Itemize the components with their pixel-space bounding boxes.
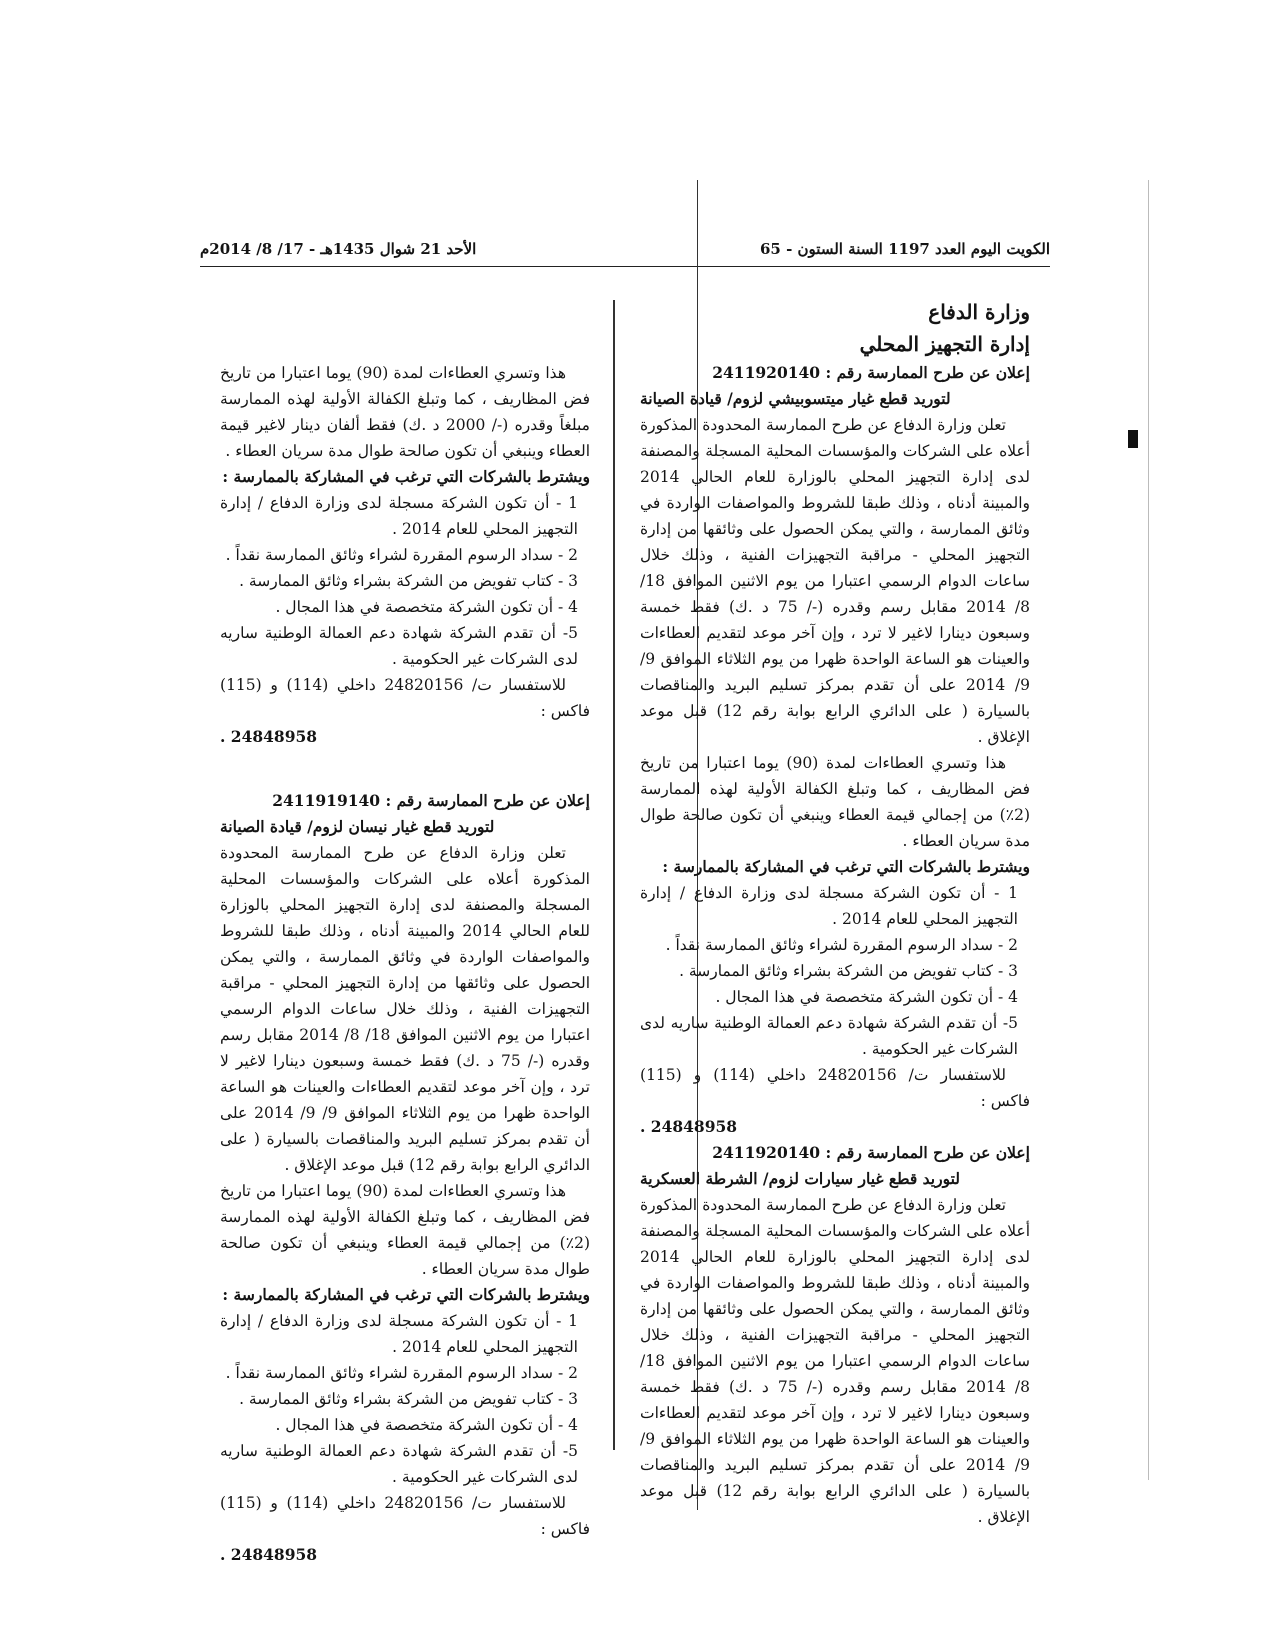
header-rule [200,266,1050,267]
adv3-condition: 5- أن تقدم الشركة شهادة دعم العمالة الوطنية ساريه لدى الشركات غير الحكومية . [220,1442,578,1486]
ministry-name: وزارة الدفاع [928,300,1030,324]
adv1-condition: 3 - كتاب تفويض من الشركة بشراء وثائق الممارسة . [679,962,1018,980]
page-edge-line [1148,180,1149,1480]
adv1-condition: 4 - أن تكون الشركة متخصصة في هذا المجال . [715,988,1018,1006]
adv3-condition: 1 - أن تكون الشركة مسجلة لدى وزارة الدفاع / إدارة التجهيز المحلي للعام 2014 . [220,1312,578,1356]
cont-fax: 24848958 . [220,727,318,746]
adv1-body: تعلن وزارة الدفاع عن طرح الممارسة المحدودة المذكورة أعلاه على الشركات والمؤسسات المحلية المسجلة والمصنفة لدى إدارة التجهيز المحلي بالوزارة للعام الحالي 2014 والمبينة أدناه ، وذلك طبقا للشروط والمواصفات الواردة في وثائق الممارسة ، والتي يمكن الحصول على وثائقها من إدارة التجهيز المحلي - مراقبة التجهيزات الفنية ، وذلك خلال ساعات الدوام الرسمي اعتبارا من يوم الاثنين الموافق 18/ 8/ 2014 مقابل رسم وقدره (-/ 75 د .ك) فقط خمسة وسبعون دينارا لاغير لا ترد ، وإن آخر موعد لتقديم العطاءات والعينات هو الساعة الواحدة ظهرا من يوم الثلاثاء الموافق 9/ 9/ 2014 على أن تقدم بمركز تسليم البريد والمناقصات بالسيارة ( على الدائري الرابع بوابة رقم 12) قبل موعد الإغلاق . [640,416,1031,746]
cont-condition: 3 - كتاب تفويض من الشركة بشراء وثائق الممارسة . [239,572,578,590]
spacer [220,750,590,788]
adv1-conditions-title: ويشترط بالشركات التي ترغب في المشاركة بالممارسة : [662,857,1030,876]
cont-contact: للاستفسار ت/ 24820156 داخلي (114) و (115) فاكس : [220,676,590,720]
adv1-validity: هذا وتسري العطاءات لمدة (90) يوما اعتبارا من تاريخ فض المظاريف ، كما وتبلغ الكفالة الأولية لهذه الممارسة (2٪) من إجمالي قيمة العطاء وينبغي أن تكون صالحة طوال مدة سريان العطاء . [640,754,1030,850]
cont-condition: 4 - أن تكون الشركة متخصصة في هذا المجال . [275,598,578,616]
adv2-title: إعلان عن طرح الممارسة رقم : 2411920140 [712,1143,1030,1162]
adv3-conditions-title: ويشترط بالشركات التي ترغب في المشاركة بالممارسة : [222,1285,590,1304]
adv3-fax: 24848958 . [220,1545,318,1564]
cont-condition: 5- أن تقدم الشركة شهادة دعم العمالة الوطنية ساريه لدى الشركات غير الحكومية . [220,624,578,668]
page-header [200,240,1050,264]
adv3-contact: للاستفسار ت/ 24820156 داخلي (114) و (115) فاكس : [220,1494,590,1538]
margin-mark [1128,430,1138,448]
adv3-subtitle: لتوريد قطع غيار نيسان لزوم/ قيادة الصيانة [220,817,495,836]
adv1-subtitle: لتوريد قطع غيار ميتسوبيشي لزوم/ قيادة الصيانة [640,389,951,408]
header-date: الأحد 21 شوال 1435هـ - 17/ 8/ 2014م [200,240,477,258]
right-column [640,296,1030,1530]
adv1-contact: للاستفسار ت/ 24820156 داخلي (114) و (115) فاكس : [640,1066,1030,1110]
cont-condition: 2 - سداد الرسوم المقررة لشراء وثائق الممارسة نقداً . [225,546,578,564]
column-divider [613,300,615,1450]
header-issue-info: الكويت اليوم العدد 1197 السنة الستون - 65 [759,240,1050,258]
cont-validity: هذا وتسري العطاءات لمدة (90) يوما اعتبارا من تاريخ فض المظاريف ، كما وتبلغ الكفالة الأولية لهذه الممارسة مبلغاً وقدره (-/ 2000 د .ك) فقط ألفان دينار لاغير قيمة العطاء وينبغي أن تكون صالحة طوال مدة سريان العطاء . [220,364,590,460]
adv1-title: إعلان عن طرح الممارسة رقم : 2411920140 [712,363,1030,382]
left-column [220,360,590,1568]
adv3-title: إعلان عن طرح الممارسة رقم : 2411919140 [272,791,590,810]
adv3-condition: 4 - أن تكون الشركة متخصصة في هذا المجال . [275,1416,578,1434]
adv1-condition: 1 - أن تكون الشركة مسجلة لدى وزارة الدفاع / إدارة التجهيز المحلي للعام 2014 . [640,884,1018,928]
cont-condition: 1 - أن تكون الشركة مسجلة لدى وزارة الدفاع / إدارة التجهيز المحلي للعام 2014 . [220,494,578,538]
adv1-fax: 24848958 . [640,1117,738,1136]
adv1-condition: 2 - سداد الرسوم المقررة لشراء وثائق الممارسة نقداً . [665,936,1018,954]
adv1-condition: 5- أن تقدم الشركة شهادة دعم العمالة الوطنية ساريه لدى الشركات غير الحكومية . [640,1014,1018,1058]
adv2-subtitle: لتوريد قطع غيار سيارات لزوم/ الشرطة العسكرية [640,1169,960,1188]
cont-conditions-title: ويشترط بالشركات التي ترغب في المشاركة بالممارسة : [222,467,590,486]
department-name: إدارة التجهيز المحلي [859,332,1030,356]
adv3-validity: هذا وتسري العطاءات لمدة (90) يوما اعتبارا من تاريخ فض المظاريف ، كما وتبلغ الكفالة الأولية لهذه الممارسة (2٪) من إجمالي قيمة العطاء وينبغي أن تكون صالحة طوال مدة سريان العطاء . [220,1182,590,1278]
adv3-condition: 2 - سداد الرسوم المقررة لشراء وثائق الممارسة نقداً . [225,1364,578,1382]
adv3-condition: 3 - كتاب تفويض من الشركة بشراء وثائق الممارسة . [239,1390,578,1408]
adv2-body: تعلن وزارة الدفاع عن طرح الممارسة المحدودة المذكورة أعلاه على الشركات والمؤسسات المحلية المسجلة والمصنفة لدى إدارة التجهيز المحلي بالوزارة للعام الحالي 2014 والمبينة أدناه ، وذلك طبقا للشروط والمواصفات الواردة في وثائق الممارسة ، والتي يمكن الحصول على وثائقها من إدارة التجهيز المحلي - مراقبة التجهيزات الفنية ، وذلك خلال ساعات الدوام الرسمي اعتبارا من يوم الاثنين الموافق 18/ 8/ 2014 مقابل رسم وقدره (-/ 75 د .ك) فقط خمسة وسبعون دينارا لاغير لا ترد ، وإن آخر موعد لتقديم العطاءات والعينات هو الساعة الواحدة ظهرا من يوم الثلاثاء الموافق 9/ 9/ 2014 على أن تقدم بمركز تسليم البريد والمناقصات بالسيارة ( على الدائري الرابع بوابة رقم 12) قبل موعد الإغلاق . [640,1196,1031,1526]
adv3-body: تعلن وزارة الدفاع عن طرح الممارسة المحدودة المذكورة أعلاه على الشركات والمؤسسات المحلية المسجلة والمصنفة لدى إدارة التجهيز المحلي بالوزارة للعام الحالي 2014 والمبينة أدناه ، وذلك طبقا للشروط والمواصفات الواردة في وثائق الممارسة ، والتي يمكن الحصول على وثائقها من إدارة التجهيز المحلي - مراقبة التجهيزات الفنية ، وذلك خلال ساعات الدوام الرسمي اعتبارا من يوم الاثنين الموافق 18/ 8/ 2014 مقابل رسم وقدره (-/ 75 د .ك) فقط خمسة وسبعون دينارا لاغير لا ترد ، وإن آخر موعد لتقديم العطاءات والعينات هو الساعة الواحدة ظهرا من يوم الثلاثاء الموافق 9/ 9/ 2014 على أن تقدم بمركز تسليم البريد والمناقصات بالسيارة ( على الدائري الرابع بوابة رقم 12) قبل موعد الإغلاق . [220,844,591,1174]
